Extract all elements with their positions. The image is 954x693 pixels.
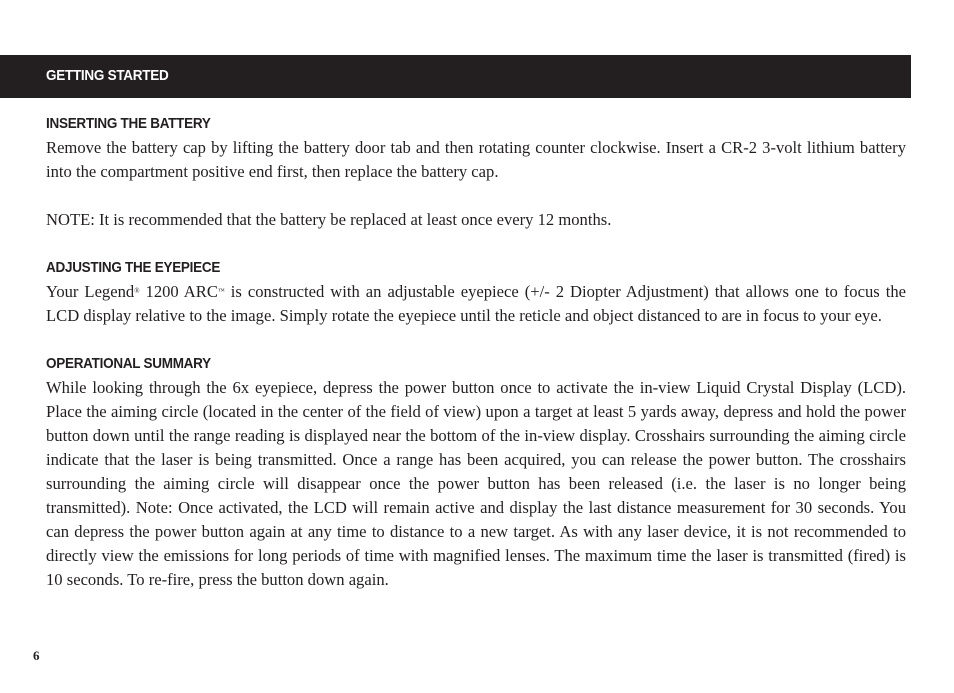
section-operational-summary: [46, 352, 906, 592]
section-heading: OPERATIONAL SUMMARY: [46, 355, 211, 372]
battery-note: NOTE: It is recommended that the battery be replaced at least once every 12 months.: [46, 210, 612, 229]
page-number: 6: [33, 648, 40, 663]
registered-mark: ®: [134, 287, 140, 295]
section-heading: INSERTING THE BATTERY: [46, 115, 211, 132]
text-run: 1200 ARC: [139, 282, 218, 301]
section-adjusting-eyepiece: [46, 256, 906, 328]
section-heading: ADJUSTING THE EYEPIECE: [46, 259, 221, 276]
section-header-title: GETTING STARTED: [46, 67, 169, 84]
text-run: is constructed with an adjustable eyepiece (+/- 2 Diopter Adjustment) that allows one to focus the LCD display relative to the image. Simply rotate the eyepiece until the reticle and object distanced to are in focus to your eye.: [46, 282, 906, 325]
section-header-bar: [0, 55, 911, 98]
section-inserting-battery: [46, 112, 906, 232]
document-body: [46, 112, 906, 592]
paragraph: [46, 280, 906, 328]
trademark-mark: ™: [217, 287, 225, 295]
paragraph: While looking through the 6x eyepiece, depress the power button once to activate the in-view Liquid Crystal Display (LCD). Place the aiming circle (located in the center of the field of view) upon a target at least 5 yards away, depress and hold the power button down until the range reading is displayed near the bottom of the in-view display. Crosshairs surrounding the aiming circle indicate that the laser is being transmitted. Once a range has been acquired, you can release the power button. The crosshairs surrounding the aiming circle will disappear once the power button has been released (i.e. the laser is no longer being transmitted). Note: Once activated, the LCD will remain active and display the last distance measurement for 30 seconds. You can depress the power button again at any time to distance to a new target. As with any laser device, it is not recommended to directly view the emissions for long periods of time with magnified lenses. The maximum time the laser is transmitted (fired) is 10 seconds. To re-fire, press the button down again.: [46, 378, 906, 589]
paragraph: Remove the battery cap by lifting the battery door tab and then rotating counter clockwise. Insert a CR-2 3-volt lithium battery into the compartment positive end first, then replace the battery cap.: [46, 138, 906, 181]
text-run: Your Legend: [46, 282, 135, 301]
